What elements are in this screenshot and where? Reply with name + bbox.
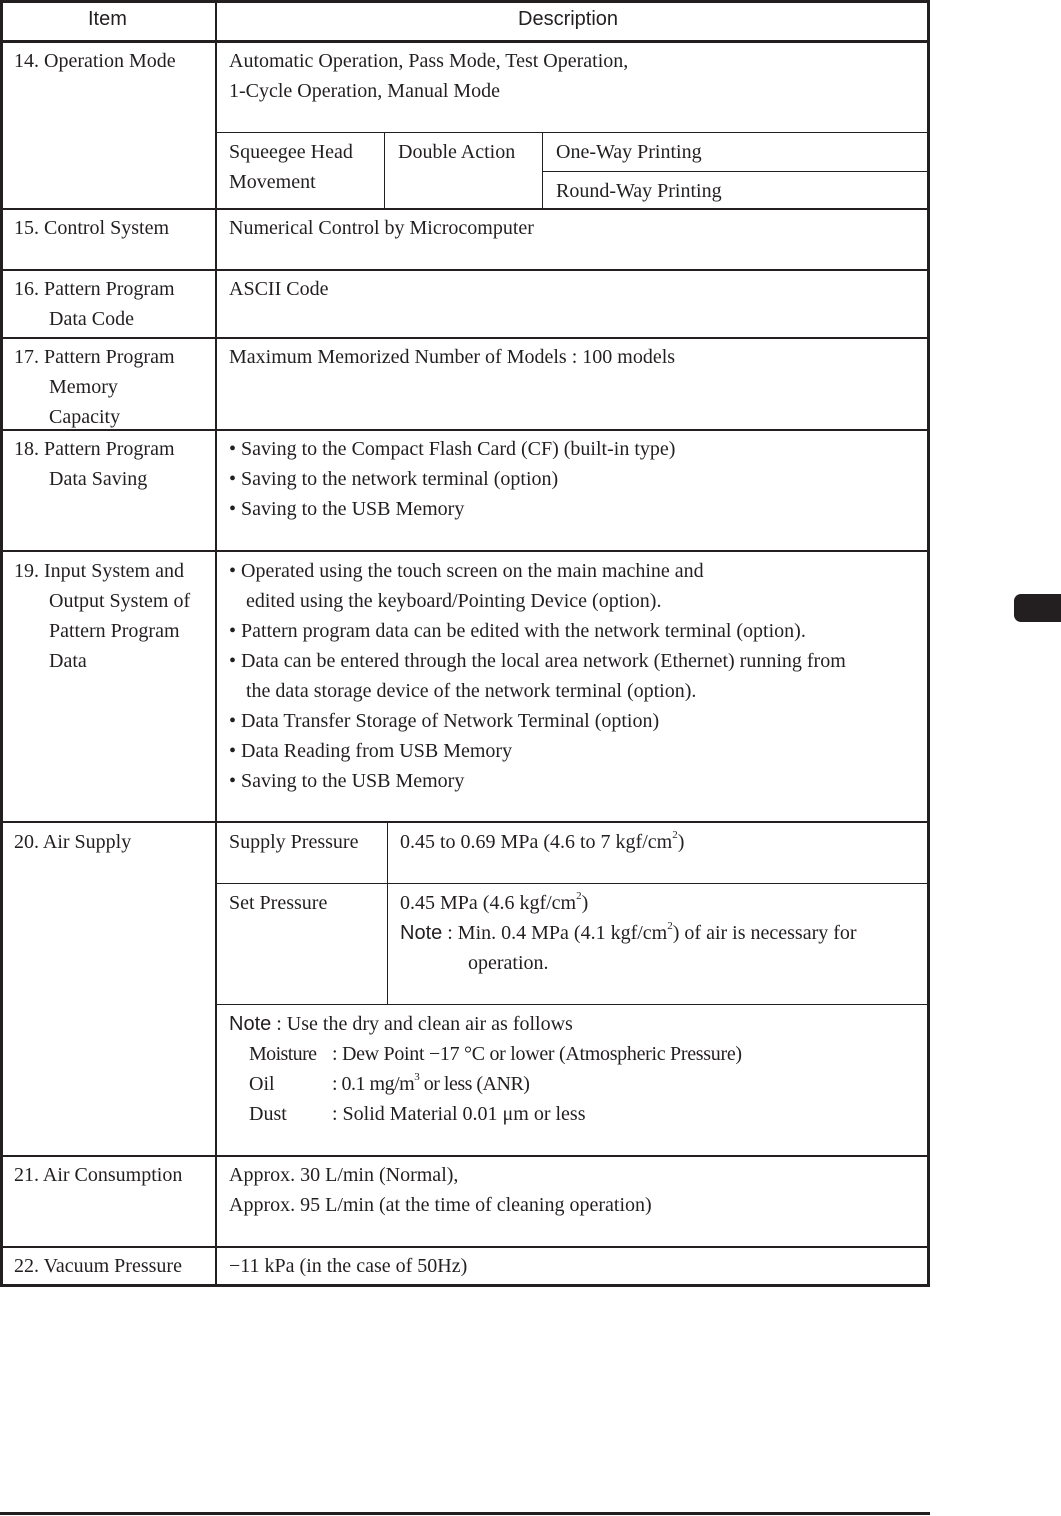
item-label: Output System of bbox=[49, 590, 191, 612]
bullet-item bbox=[229, 706, 659, 736]
superscript: 2 bbox=[672, 829, 678, 842]
set-pressure-label: Set Pressure bbox=[229, 892, 328, 914]
value-text: or less (ANR) bbox=[419, 1073, 530, 1095]
row-divider bbox=[0, 269, 930, 271]
bullet-continuation: edited using the keyboard/Pointing Device (option). bbox=[246, 590, 662, 612]
dust-value: : Solid Material 0.01 μm or less bbox=[332, 1103, 586, 1125]
bullet-text: Pattern program data can be edited with the network terminal (option). bbox=[241, 620, 806, 642]
bullet-icon: • bbox=[229, 740, 237, 762]
superscript: 2 bbox=[576, 890, 582, 903]
moisture-value: : Dew Point −17 °C or lower (Atmospheric Pressure) bbox=[332, 1043, 742, 1065]
subrow-divider bbox=[216, 883, 929, 884]
item-label: Data bbox=[49, 650, 87, 672]
value-text: 0.45 to 0.69 MPa (4.6 to 7 kgf/cm bbox=[400, 831, 673, 853]
table-right-border bbox=[927, 0, 930, 1287]
bullet-text: Data Reading from USB Memory bbox=[241, 740, 513, 762]
bullet-item bbox=[229, 494, 464, 524]
bullet-text: Data Transfer Storage of Network Terminal (option) bbox=[241, 710, 660, 732]
desc-text: −11 kPa (in the case of 50Hz) bbox=[229, 1255, 468, 1277]
bullet-icon: • bbox=[229, 710, 237, 732]
header-item: Item bbox=[88, 8, 127, 30]
moisture-label: Moisture bbox=[249, 1043, 317, 1065]
bullet-text: Saving to the USB Memory bbox=[241, 498, 465, 520]
superscript: 3 bbox=[414, 1071, 420, 1084]
header-divider bbox=[0, 40, 930, 43]
desc-text: Automatic Operation, Pass Mode, Test Operation, bbox=[229, 50, 629, 72]
printing-option: Round-Way Printing bbox=[556, 180, 722, 202]
squeegee-label: Squeegee Head bbox=[229, 141, 353, 163]
row-divider bbox=[0, 1155, 930, 1157]
item-label: Data Saving bbox=[49, 468, 148, 490]
row-divider bbox=[0, 821, 930, 823]
note-label: Note bbox=[400, 922, 443, 944]
printing-option: One-Way Printing bbox=[556, 141, 702, 163]
superscript: 2 bbox=[667, 920, 673, 933]
item-label: 18. Pattern Program bbox=[14, 438, 175, 460]
desc-text: Approx. 95 L/min (at the time of cleaning operation) bbox=[229, 1194, 652, 1216]
table-bottom-border bbox=[0, 1284, 930, 1287]
bullet-text: Saving to the network terminal (option) bbox=[241, 468, 559, 490]
set-pressure-note bbox=[400, 918, 857, 948]
column-divider bbox=[215, 0, 217, 1287]
item-label: 15. Control System bbox=[14, 217, 170, 239]
subrow-divider bbox=[542, 171, 929, 172]
item-label: 14. Operation Mode bbox=[14, 50, 176, 72]
subcol-divider bbox=[387, 822, 388, 1005]
bullet-text: Saving to the USB Memory bbox=[241, 770, 465, 792]
section-tab-marker bbox=[1014, 594, 1061, 622]
note-text: ) of air is necessary for bbox=[672, 922, 857, 944]
bullet-icon: • bbox=[229, 468, 237, 490]
bullet-icon: • bbox=[229, 620, 237, 642]
value-text: : 0.1 mg/m bbox=[332, 1073, 415, 1095]
subrow-divider bbox=[216, 1004, 929, 1005]
set-pressure-value bbox=[400, 888, 588, 918]
subrow-divider bbox=[216, 132, 929, 133]
item-label: 21. Air Consumption bbox=[14, 1164, 183, 1186]
desc-text: Numerical Control by Microcomputer bbox=[229, 217, 534, 239]
desc-text: ASCII Code bbox=[229, 278, 329, 300]
bullet-item bbox=[229, 736, 512, 766]
dust-label: Dust bbox=[249, 1103, 287, 1125]
bullet-icon: • bbox=[229, 770, 237, 792]
note-text: : Use the dry and clean air as follows bbox=[271, 1013, 573, 1035]
table-top-border bbox=[0, 0, 930, 3]
air-note bbox=[229, 1009, 573, 1039]
bullet-item bbox=[229, 766, 464, 796]
bullet-item bbox=[229, 434, 675, 464]
item-label: Memory bbox=[49, 376, 118, 398]
desc-text: Approx. 30 L/min (Normal), bbox=[229, 1164, 459, 1186]
item-label: 22. Vacuum Pressure bbox=[14, 1255, 182, 1277]
set-pressure-note-continuation: operation. bbox=[468, 952, 549, 974]
note-text: : Min. 0.4 MPa (4.1 kgf/cm bbox=[442, 922, 668, 944]
squeegee-label: Movement bbox=[229, 171, 316, 193]
bullet-item bbox=[229, 464, 558, 494]
bullet-icon: • bbox=[229, 650, 237, 672]
bullet-text: Data can be entered through the local area network (Ethernet) running from bbox=[241, 650, 846, 672]
item-label: Capacity bbox=[49, 406, 121, 428]
bullet-item bbox=[229, 556, 704, 586]
supply-pressure-label: Supply Pressure bbox=[229, 831, 359, 853]
row-divider bbox=[0, 1246, 930, 1248]
header-description: Description bbox=[518, 8, 619, 30]
oil-value bbox=[332, 1069, 529, 1099]
item-label: 20. Air Supply bbox=[14, 831, 132, 853]
bullet-icon: • bbox=[229, 560, 237, 582]
note-label: Note bbox=[229, 1013, 272, 1035]
bullet-text: Saving to the Compact Flash Card (CF) (built-in type) bbox=[241, 438, 676, 460]
row-divider bbox=[0, 337, 930, 339]
item-label: Pattern Program bbox=[49, 620, 180, 642]
desc-text: 1-Cycle Operation, Manual Mode bbox=[229, 80, 501, 102]
bullet-icon: • bbox=[229, 438, 237, 460]
bullet-item bbox=[229, 646, 846, 676]
value-text: 0.45 MPa (4.6 kgf/cm bbox=[400, 892, 577, 914]
bullet-text: Operated using the touch screen on the main machine and bbox=[241, 560, 704, 582]
subcol-divider bbox=[384, 132, 385, 209]
row-divider bbox=[0, 208, 930, 210]
action-label: Double Action bbox=[398, 141, 516, 163]
item-label: 16. Pattern Program bbox=[14, 278, 175, 300]
item-label: 17. Pattern Program bbox=[14, 346, 175, 368]
item-label: Data Code bbox=[49, 308, 134, 330]
bullet-continuation: the data storage device of the network terminal (option). bbox=[246, 680, 697, 702]
oil-label: Oil bbox=[249, 1073, 275, 1095]
footer-rule bbox=[0, 1512, 930, 1515]
item-label: 19. Input System and bbox=[14, 560, 184, 582]
bullet-icon: • bbox=[229, 498, 237, 520]
row-divider bbox=[0, 550, 930, 552]
row-divider bbox=[0, 429, 930, 431]
value-text: ) bbox=[581, 892, 589, 914]
value-text: ) bbox=[677, 831, 685, 853]
bullet-item bbox=[229, 616, 806, 646]
supply-pressure-value bbox=[400, 827, 684, 857]
desc-text: Maximum Memorized Number of Models : 100 models bbox=[229, 346, 676, 368]
table-left-border bbox=[0, 0, 3, 1287]
